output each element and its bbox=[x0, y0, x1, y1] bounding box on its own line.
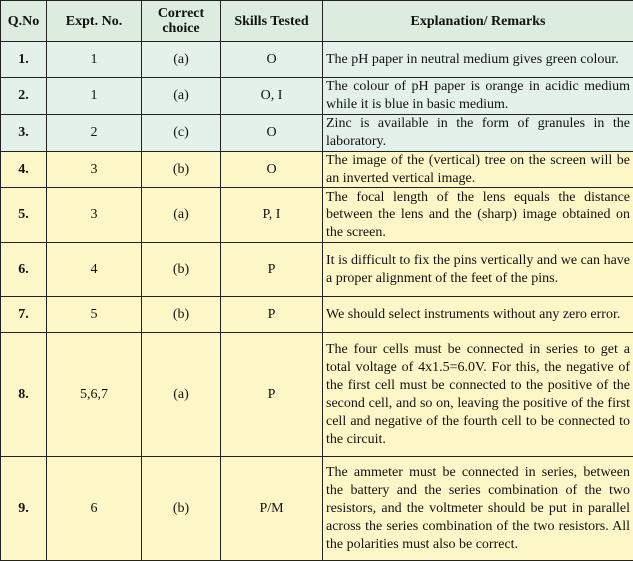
row-skills: O bbox=[221, 42, 323, 78]
row-choice: (b) bbox=[142, 151, 221, 188]
row-qno: 4. bbox=[1, 151, 47, 188]
row-remark: Zinc is available in the form of granules in the laboratory. bbox=[323, 114, 633, 151]
row-choice: (b) bbox=[142, 457, 221, 561]
header-qno: Q.No bbox=[1, 1, 47, 42]
table-row bbox=[1, 114, 633, 151]
row-choice: (b) bbox=[142, 297, 221, 333]
row-expt: 3 bbox=[47, 188, 142, 243]
row-choice: (a) bbox=[142, 42, 221, 78]
table-row bbox=[1, 243, 633, 297]
row-choice: (c) bbox=[142, 114, 221, 151]
row-remark: The image of the (vertical) tree on the screen will be an inverted vertical image. bbox=[323, 151, 633, 188]
row-remark: It is difficult to fix the pins vertically and we can have a proper alignment of the feet of the pins. bbox=[323, 243, 633, 297]
row-qno: 2. bbox=[1, 78, 47, 115]
table-row bbox=[1, 333, 633, 457]
row-expt: 2 bbox=[47, 114, 142, 151]
header-choice: Correct choice bbox=[142, 1, 221, 42]
header-expt: Expt. No. bbox=[47, 1, 142, 42]
row-skills: P, I bbox=[221, 188, 323, 243]
row-choice: (a) bbox=[142, 188, 221, 243]
row-skills: P bbox=[221, 297, 323, 333]
row-qno: 5. bbox=[1, 188, 47, 243]
row-remark: The ammeter must be connected in series, between the battery and the series combination of the two resistors, and the voltmeter should be put in parallel across the series combination of the two resistors. All the polarities must also be correct. bbox=[323, 457, 633, 561]
table-row bbox=[1, 151, 633, 188]
table-row bbox=[1, 297, 633, 333]
row-remark: The colour of pH paper is orange in acidic medium while it is blue in basic medium. bbox=[323, 78, 633, 115]
row-choice: (a) bbox=[142, 333, 221, 457]
row-qno: 1. bbox=[1, 42, 47, 78]
header-row bbox=[1, 1, 633, 42]
row-qno: 9. bbox=[1, 457, 47, 561]
row-expt: 5 bbox=[47, 297, 142, 333]
row-expt: 3 bbox=[47, 151, 142, 188]
row-expt: 6 bbox=[47, 457, 142, 561]
row-qno: 7. bbox=[1, 297, 47, 333]
row-skills: O bbox=[221, 151, 323, 188]
header-remarks: Explanation/ Remarks bbox=[323, 1, 633, 42]
row-expt: 1 bbox=[47, 78, 142, 115]
row-skills: P bbox=[221, 243, 323, 297]
table-row bbox=[1, 42, 633, 78]
row-qno: 8. bbox=[1, 333, 47, 457]
row-remark: The four cells must be connected in series to get a total voltage of 4x1.5=6.0V. For this, the negative of the first cell must be connected to the positive of the second cell, and so on, leaving the positive of the first cell and negative of the fourth cell to be connected to the circuit. bbox=[323, 333, 633, 457]
table-row bbox=[1, 188, 633, 243]
row-expt: 1 bbox=[47, 42, 142, 78]
row-remark: We should select instruments without any zero error. bbox=[323, 297, 633, 333]
row-expt: 4 bbox=[47, 243, 142, 297]
table-row bbox=[1, 457, 633, 561]
row-skills: O, I bbox=[221, 78, 323, 115]
row-remark: The focal length of the lens equals the distance between the lens and the (sharp) image obtained on the screen. bbox=[323, 188, 633, 243]
table-row bbox=[1, 78, 633, 115]
row-remark: The pH paper in neutral medium gives green colour. bbox=[323, 42, 633, 78]
header-skills: Skills Tested bbox=[221, 1, 323, 42]
row-qno: 6. bbox=[1, 243, 47, 297]
row-skills: O bbox=[221, 114, 323, 151]
row-skills: P/M bbox=[221, 457, 323, 561]
row-qno: 3. bbox=[1, 114, 47, 151]
row-skills: P bbox=[221, 333, 323, 457]
row-expt: 5,6,7 bbox=[47, 333, 142, 457]
row-choice: (a) bbox=[142, 78, 221, 115]
row-choice: (b) bbox=[142, 243, 221, 297]
